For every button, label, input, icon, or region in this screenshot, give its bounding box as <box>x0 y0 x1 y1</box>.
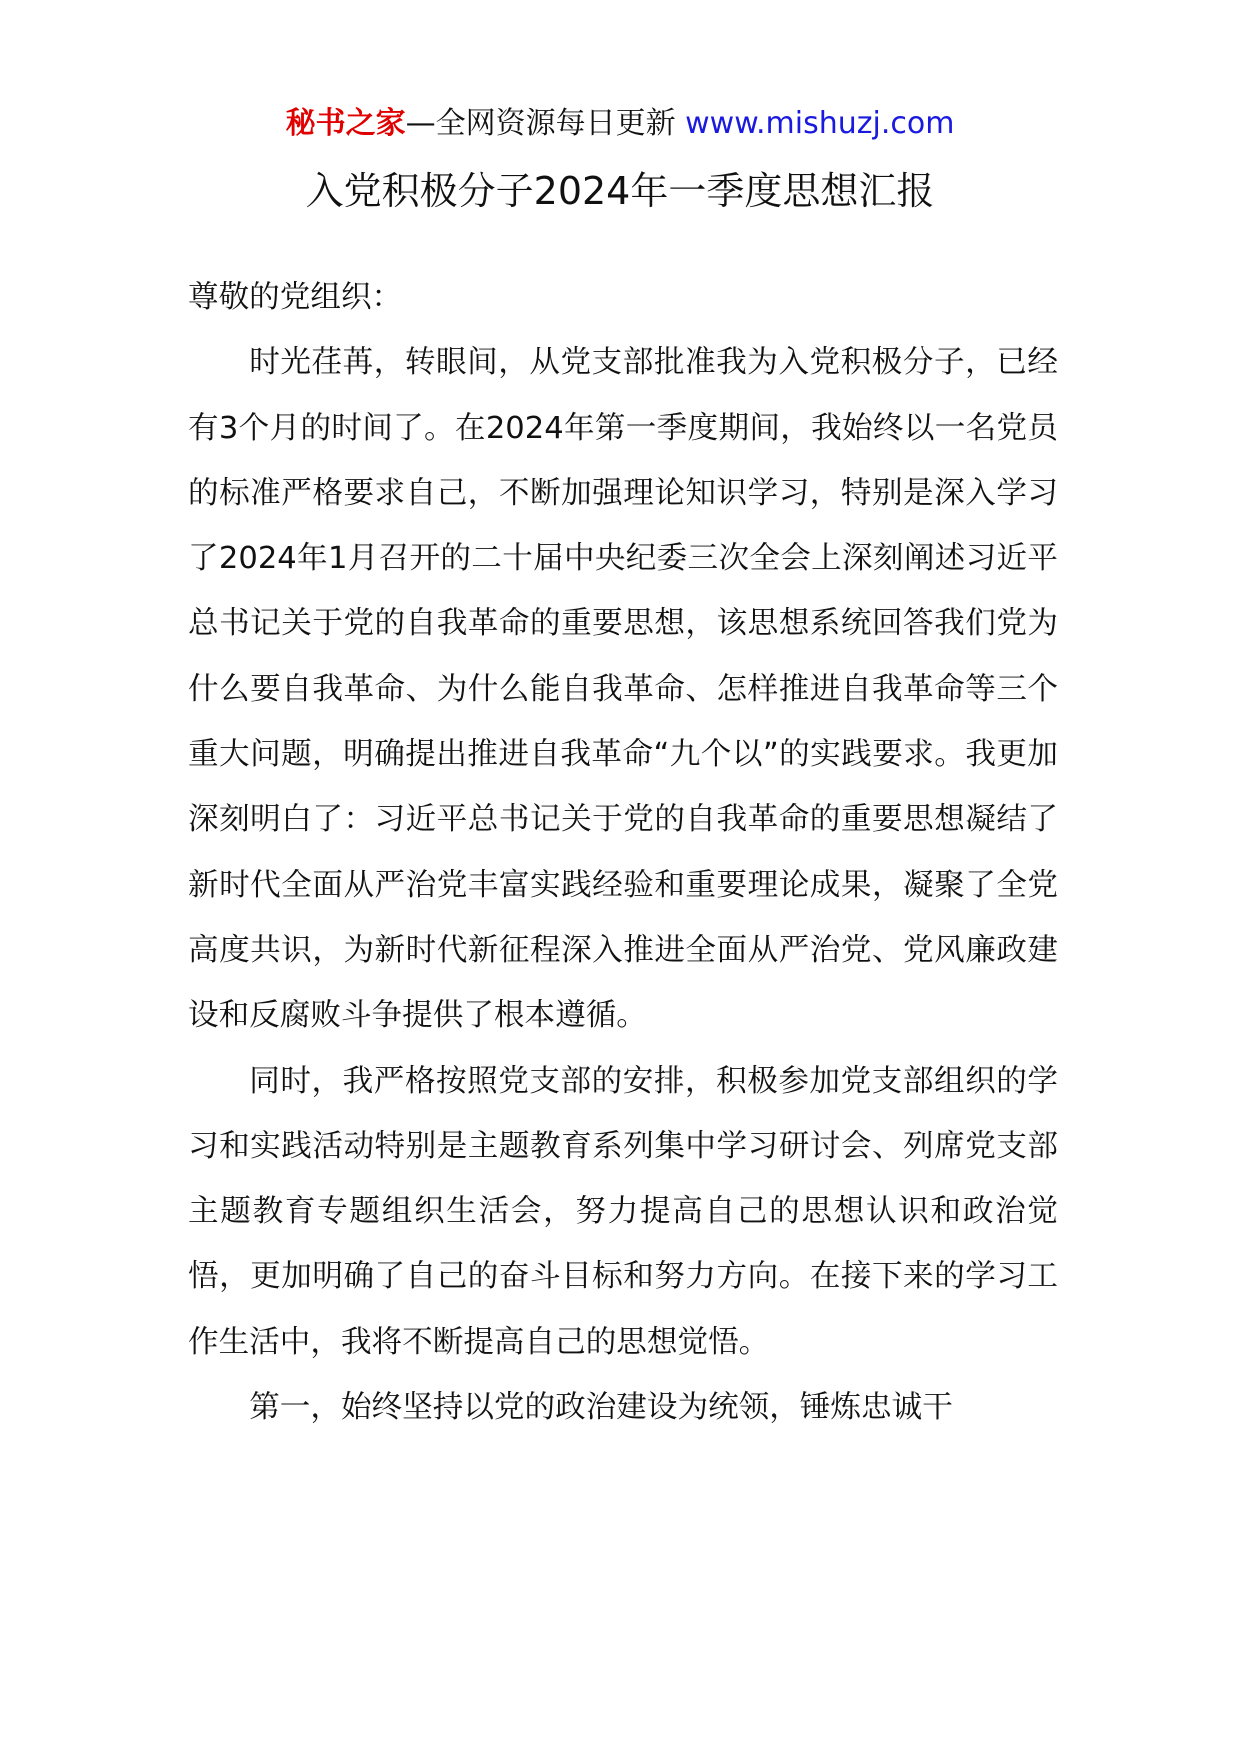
site-url-link[interactable]: www.mishuzj.com <box>685 106 955 141</box>
paragraph-2: 同时，我严格按照党支部的安排，积极参加党支部组织的学习和实践活动特别是主题教育系列集中学习研讨会、列席党支部主题教育专题组织生活会，努力提高自己的思想认识和政治觉悟，更加明确了自己的奋斗目标和努力方向。在接下来的学习工作生活中，我将不断提高自己的思想觉悟。 <box>188 1063 1058 1360</box>
site-header <box>0 104 1240 144</box>
header-slogan: —全网资源每日更新 <box>405 106 686 141</box>
paragraph-3: 第一，始终坚持以党的政治建设为统领，锤炼忠诚干 <box>249 1390 953 1426</box>
document-title: 入党积极分子2024年一季度思想汇报 <box>305 169 935 213</box>
salutation: 尊敬的党组织： <box>188 280 403 315</box>
brand-name: 秘书之家 <box>285 106 406 141</box>
paragraph-1: 时光荏苒，转眼间，从党支部批准我为入党积极分子，已经有3个月的时间了。在2024年第一季度期间，我始终以一名党员的标准严格要求自己，不断加强理论知识学习，特别是深入学习了2024年1月召开的二十届中央纪委三次全会上深刻阐述习近平总书记关于党的自我革命的重要思想，该思想系统回答我们党为什么要自我革命、为什么能自我革命、怎样推进自我革命等三个重大问题，明确提出推进自我革命“九个以”的实践要求。我更加深刻明白了：习近平总书记关于党的自我革命的重要思想凝结了新时代全面从严治党丰富实践经验和重要理论成果，凝聚了全党高度共识，为新时代新征程深入推进全面从严治党、党风廉政建设和反腐败斗争提供了根本遵循。 <box>188 345 1058 1034</box>
document-body <box>188 265 1058 1440</box>
